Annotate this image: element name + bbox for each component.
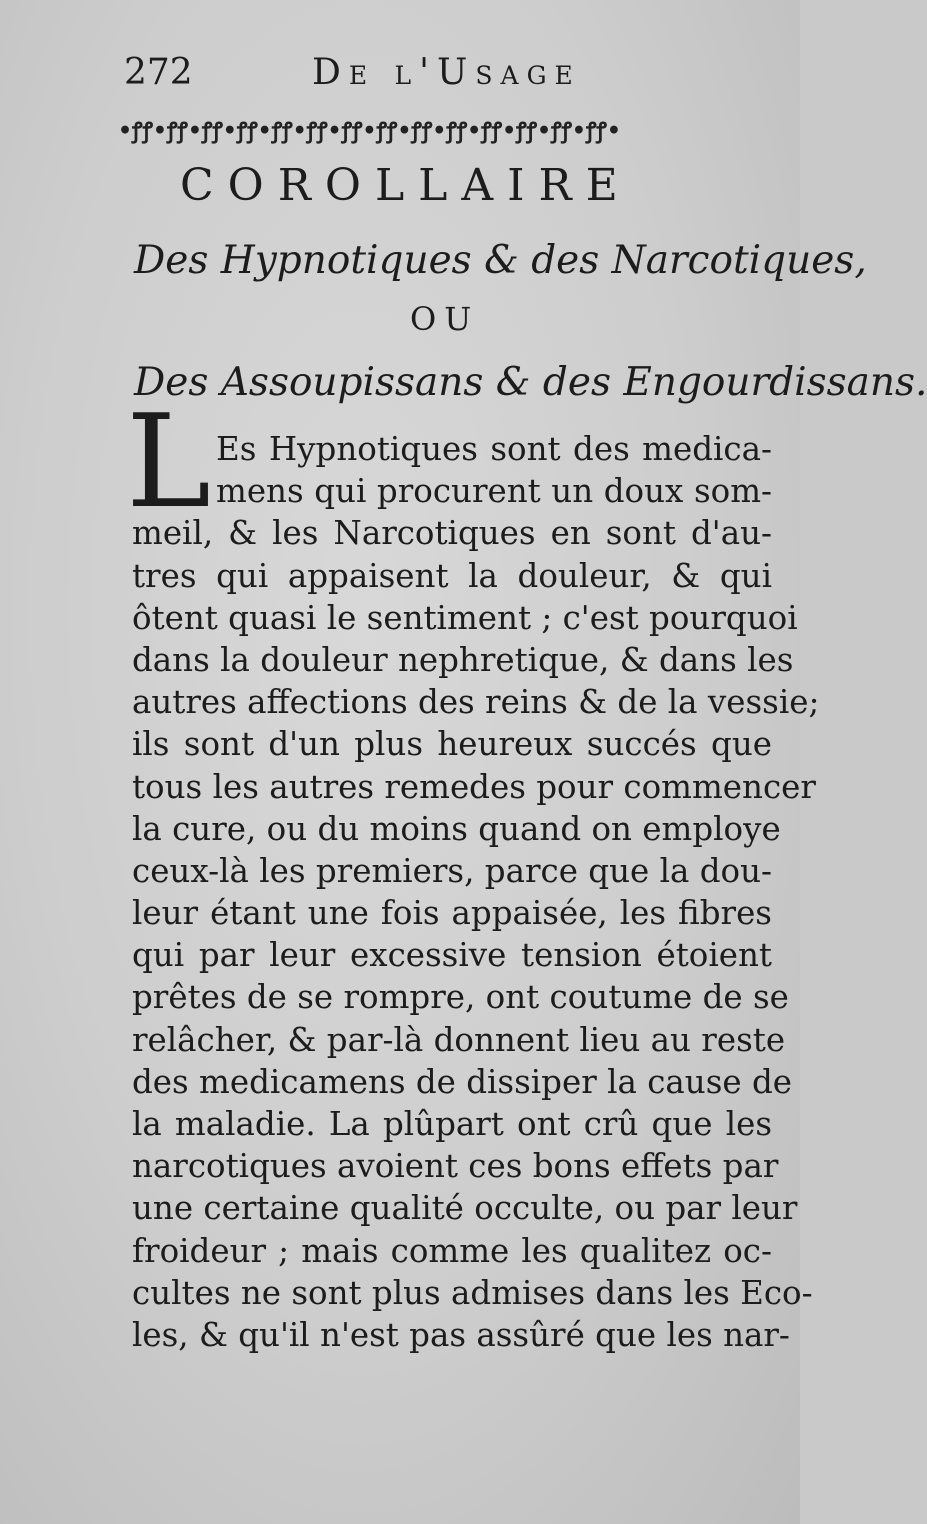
text-line: autres affections des reins & de la vessie;: [132, 683, 820, 722]
body-text: [132, 428, 820, 1356]
running-head-title: De l'Usage: [312, 52, 581, 93]
text-line: ils sont d'un plus heureux succés que: [132, 725, 772, 764]
drop-cap: L: [126, 388, 211, 537]
text-line: les, & qu'il n'est pas assûré que les nar-: [132, 1315, 790, 1354]
text-line: dans la douleur nephretique, & dans les: [132, 640, 794, 679]
text-line: cultes ne sont plus admises dans les Eco-: [132, 1273, 813, 1312]
decorative-ornament-band: •ꝭꝭ•ꝭꝭ•ꝭꝭ•ꝭꝭ•ꝭꝭ•ꝭꝭ•ꝭꝭ•ꝭꝭ•ꝭꝭ•ꝭꝭ•ꝭꝭ•ꝭꝭ•ꝭꝭ•ꝭꝭ•: [118, 118, 621, 144]
section-heading: COROLLAIRE: [180, 160, 632, 211]
text-line: Es Hypnotiques sont des medica-: [216, 430, 772, 468]
text-line: une certaine qualité occulte, ou par leur: [132, 1189, 798, 1228]
text-line: des medicamens de dissiper la cause de: [132, 1062, 792, 1101]
text-line: tous les autres remedes pour commencer: [132, 767, 816, 806]
text-line: prêtes de se rompre, ont coutume de se: [132, 978, 789, 1017]
text-line: froideur ; mais comme les qualitez oc-: [132, 1231, 772, 1270]
text-line: meil, & les Narcotiques en sont d'au-: [132, 514, 772, 553]
text-line: mens qui procurent un doux som-: [216, 472, 772, 511]
running-head: [124, 50, 704, 100]
text-line: qui par leur excessive tension étoient: [132, 936, 772, 975]
text-line: tres qui appaisent la douleur, & qui: [132, 556, 772, 595]
text-line: ceux-là les premiers, parce que la dou-: [132, 851, 772, 890]
text-line: leur étant une fois appaisée, les fibres: [132, 894, 772, 933]
text-line: la cure, ou du moins quand on employe: [132, 809, 781, 848]
text-line: ôtent quasi le sentiment ; c'est pourquoi: [132, 598, 798, 637]
text-line: narcotiques avoient ces bons effets par: [132, 1147, 779, 1186]
subtitle-hypnotiques: Des Hypnotiques & des Narcotiques,: [134, 238, 867, 283]
text-line: relâcher, & par-là donnent lieu au reste: [132, 1020, 786, 1059]
subtitle-conjunction: OU: [410, 300, 480, 338]
text-line: la maladie. La plûpart ont crû que les: [132, 1105, 772, 1143]
subtitle-assoupissans: Des Assoupissans & des Engourdissans.: [134, 360, 927, 405]
page-number: 272: [124, 52, 193, 93]
